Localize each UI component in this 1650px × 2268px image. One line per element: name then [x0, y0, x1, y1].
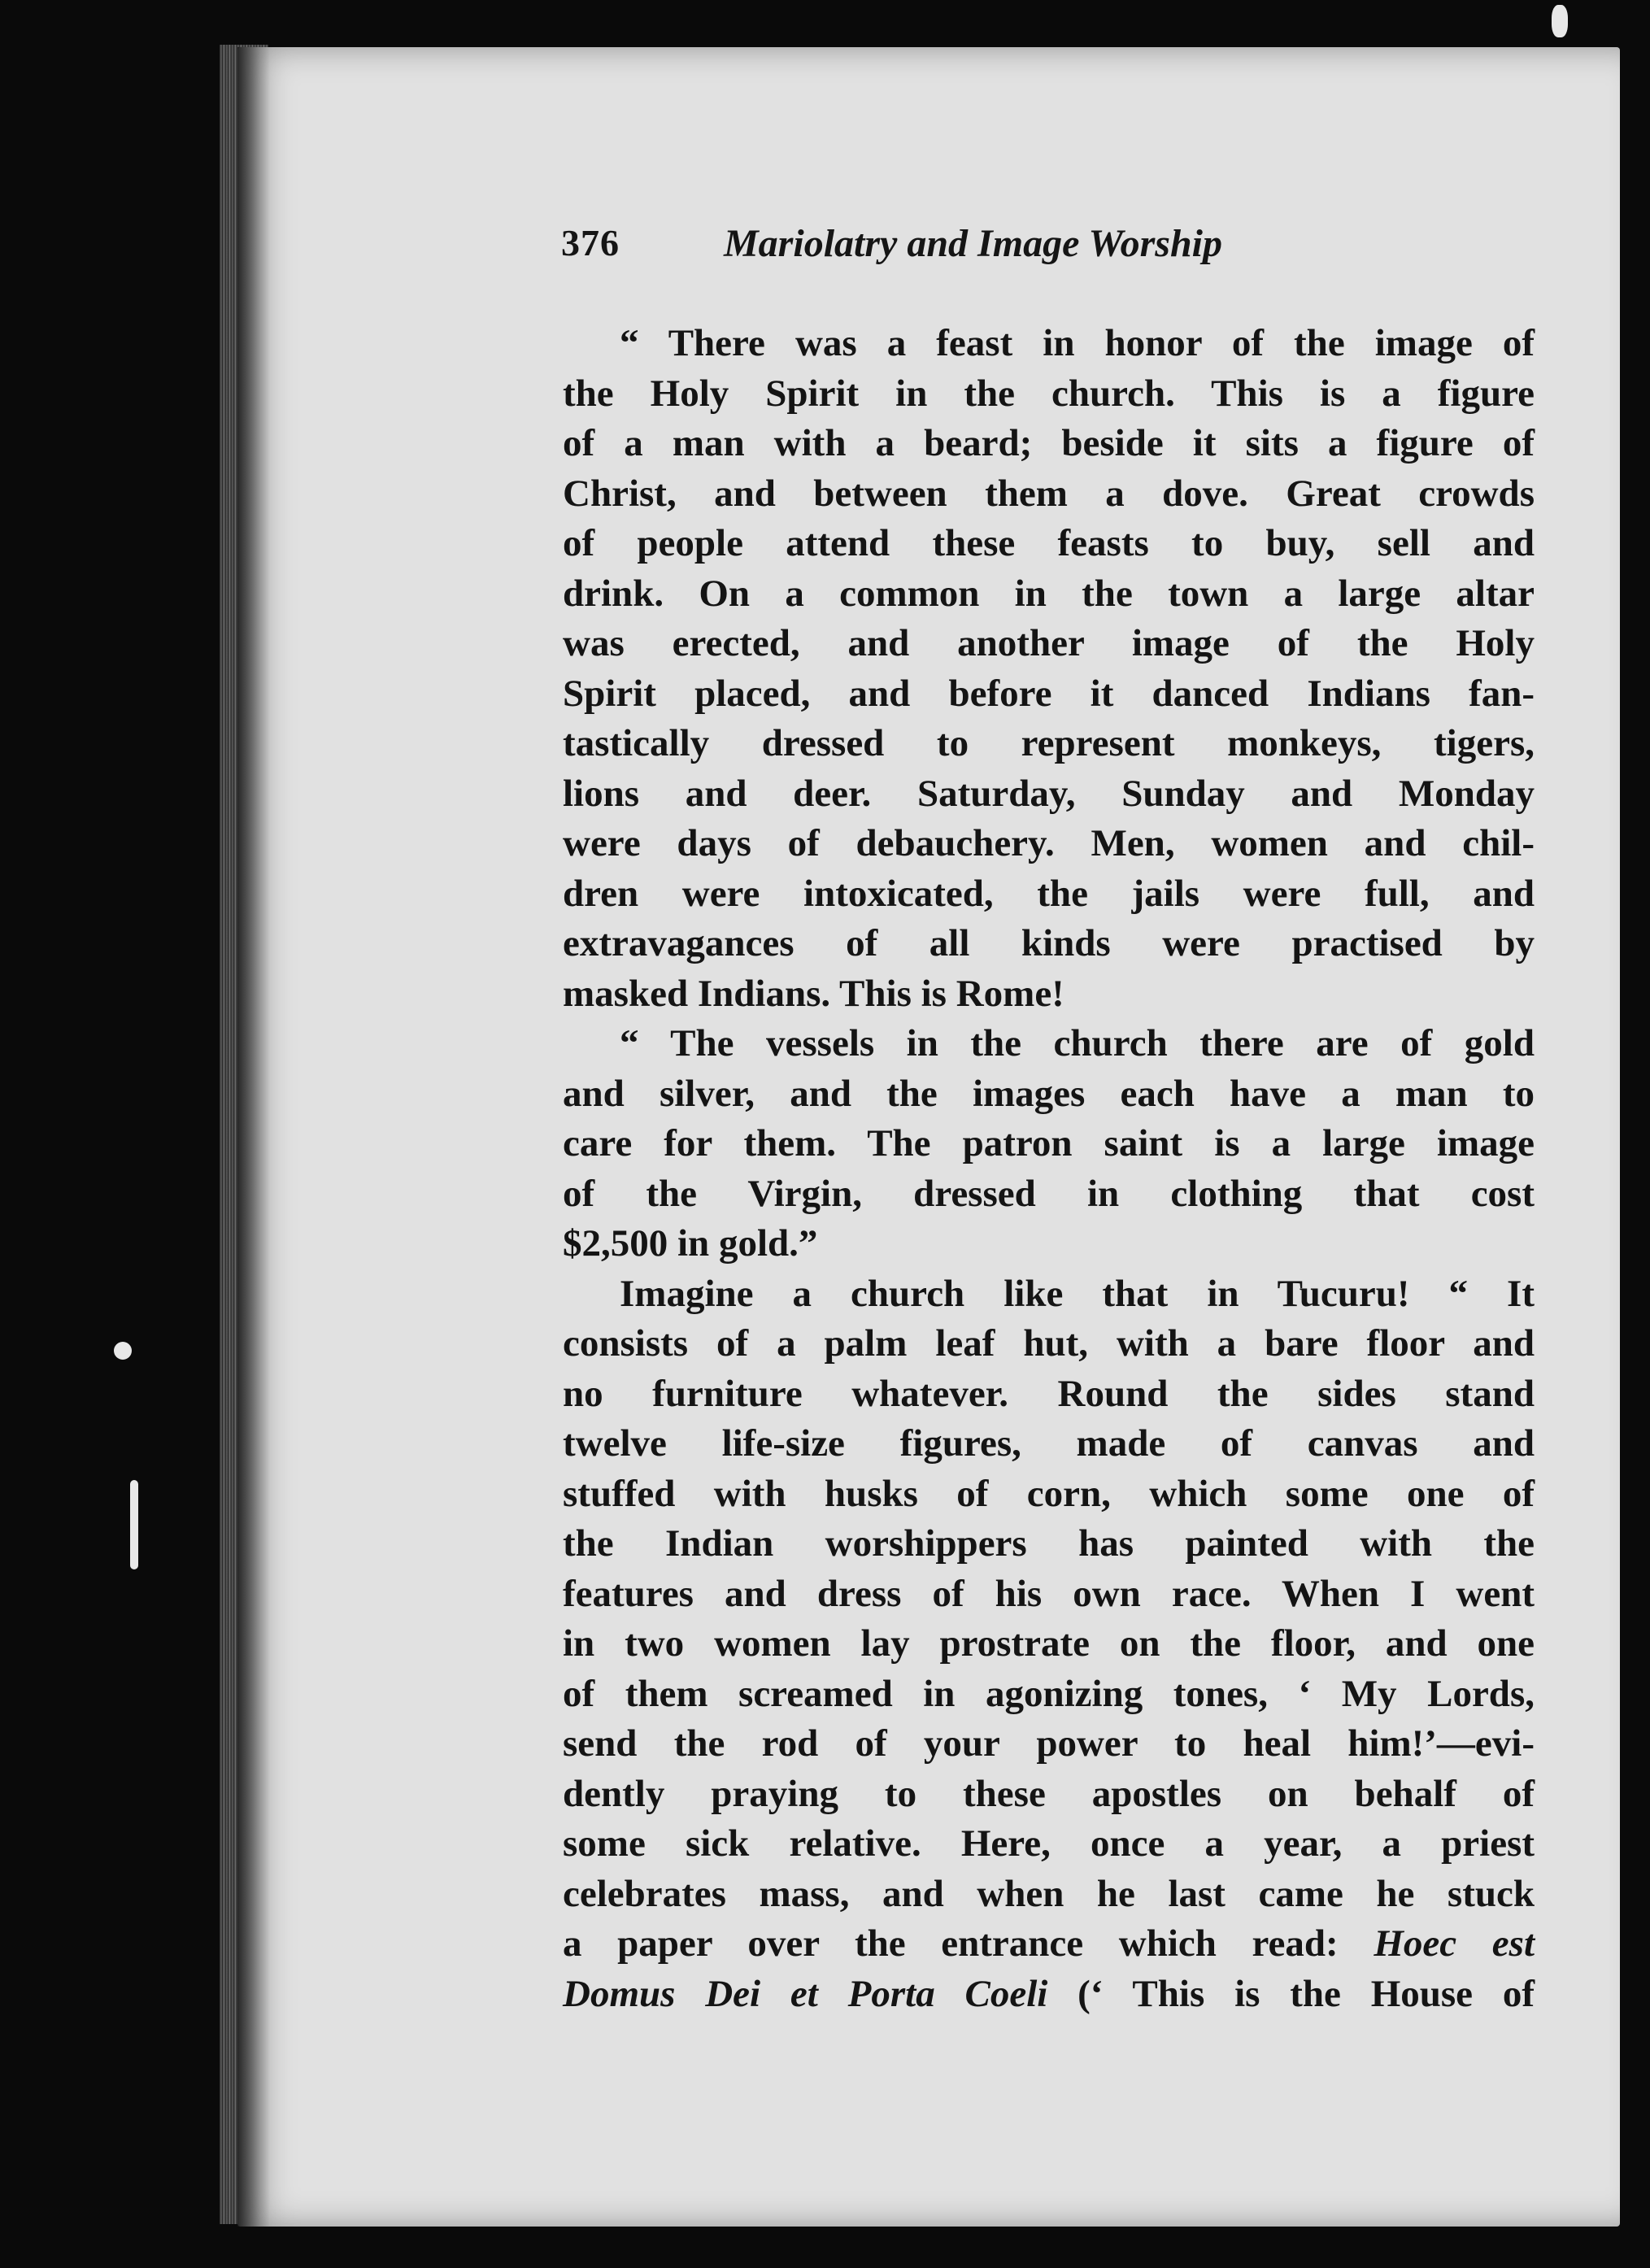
latin-phrase: Domus Dei et Porta Coeli	[563, 1972, 1048, 2015]
text-line: twelve life-size figures, made of canvas and	[563, 1422, 1535, 1465]
paragraph-3	[563, 1269, 1535, 2020]
text-line: Imagine a church like that in Tucuru! “ It	[620, 1272, 1535, 1315]
text-segment: a paper over the entrance which read:	[563, 1922, 1339, 1965]
text-line: was erected, and another image of the Holy	[563, 622, 1535, 664]
text-line: of them screamed in agonizing tones, ‘ My Lords,	[563, 1672, 1535, 1715]
text-line: consists of a palm leaf hut, with a bare floor and	[563, 1322, 1535, 1365]
text-line: of people attend these feasts to buy, sell and	[563, 522, 1535, 564]
text-segment: (‘ This is the House of	[1047, 1972, 1535, 2015]
paragraph-2	[563, 1019, 1535, 1269]
page-gutter-shadow	[237, 47, 270, 2227]
text-line: care for them. The patron saint is a large image	[563, 1122, 1535, 1164]
latin-phrase: Hoec est	[1374, 1922, 1535, 1965]
paragraph-1	[563, 319, 1535, 1019]
text-line: lions and deer. Saturday, Sunday and Monday	[563, 772, 1535, 815]
text-line: features and dress of his own race. When I went	[563, 1572, 1535, 1615]
running-title: Mariolatry and Image Worship	[724, 222, 1223, 265]
text-line: send the rod of your power to heal him!’—evi-	[563, 1722, 1535, 1765]
text-line: some sick relative. Here, once a year, a priest	[563, 1822, 1535, 1865]
text-line: were days of debauchery. Men, women and chil-	[563, 822, 1535, 864]
body-text	[563, 319, 1535, 2019]
text-line: celebrates mass, and when he last came he stuck	[563, 1872, 1535, 1915]
scan-speck	[114, 1342, 132, 1360]
text-line: the Holy Spirit in the church. This is a figure	[563, 372, 1535, 415]
text-line: the Indian worshippers has painted with the	[563, 1522, 1535, 1565]
text-line: drink. On a common in the town a large altar	[563, 572, 1535, 615]
text-line: dren were intoxicated, the jails were full, and	[563, 872, 1535, 915]
text-line: and silver, and the images each have a man to	[563, 1072, 1535, 1115]
scan-speck	[130, 1480, 138, 1569]
text-line: $2,500 in gold.”	[563, 1222, 818, 1265]
text-line: of the Virgin, dressed in clothing that cost	[563, 1172, 1535, 1215]
text-line	[563, 1970, 1535, 2020]
text-line: Christ, and between them a dove. Great crowds	[563, 472, 1535, 515]
text-line: masked Indians. This is Rome!	[563, 972, 1064, 1015]
text-line: no furniture whatever. Round the sides stand	[563, 1372, 1535, 1415]
text-line: of a man with a beard; beside it sits a figure of	[563, 422, 1535, 464]
text-line: dently praying to these apostles on behalf of	[563, 1772, 1535, 1815]
text-line: “ There was a feast in honor of the image of	[620, 322, 1535, 364]
text-line: tastically dressed to represent monkeys, tigers,	[563, 722, 1535, 764]
text-line: “ The vessels in the church there are of gold	[620, 1022, 1535, 1064]
running-head	[561, 221, 1537, 278]
text-line: Spirit placed, and before it danced Indians fan-	[563, 672, 1535, 715]
text-line: stuffed with husks of corn, which some one of	[563, 1472, 1535, 1515]
scan-speck	[1552, 5, 1568, 37]
page-number: 376	[561, 222, 620, 263]
text-line: in two women lay prostrate on the floor, and one	[563, 1622, 1535, 1665]
text-line	[563, 1919, 1535, 1970]
text-line: extravagances of all kinds were practised by	[563, 922, 1535, 964]
